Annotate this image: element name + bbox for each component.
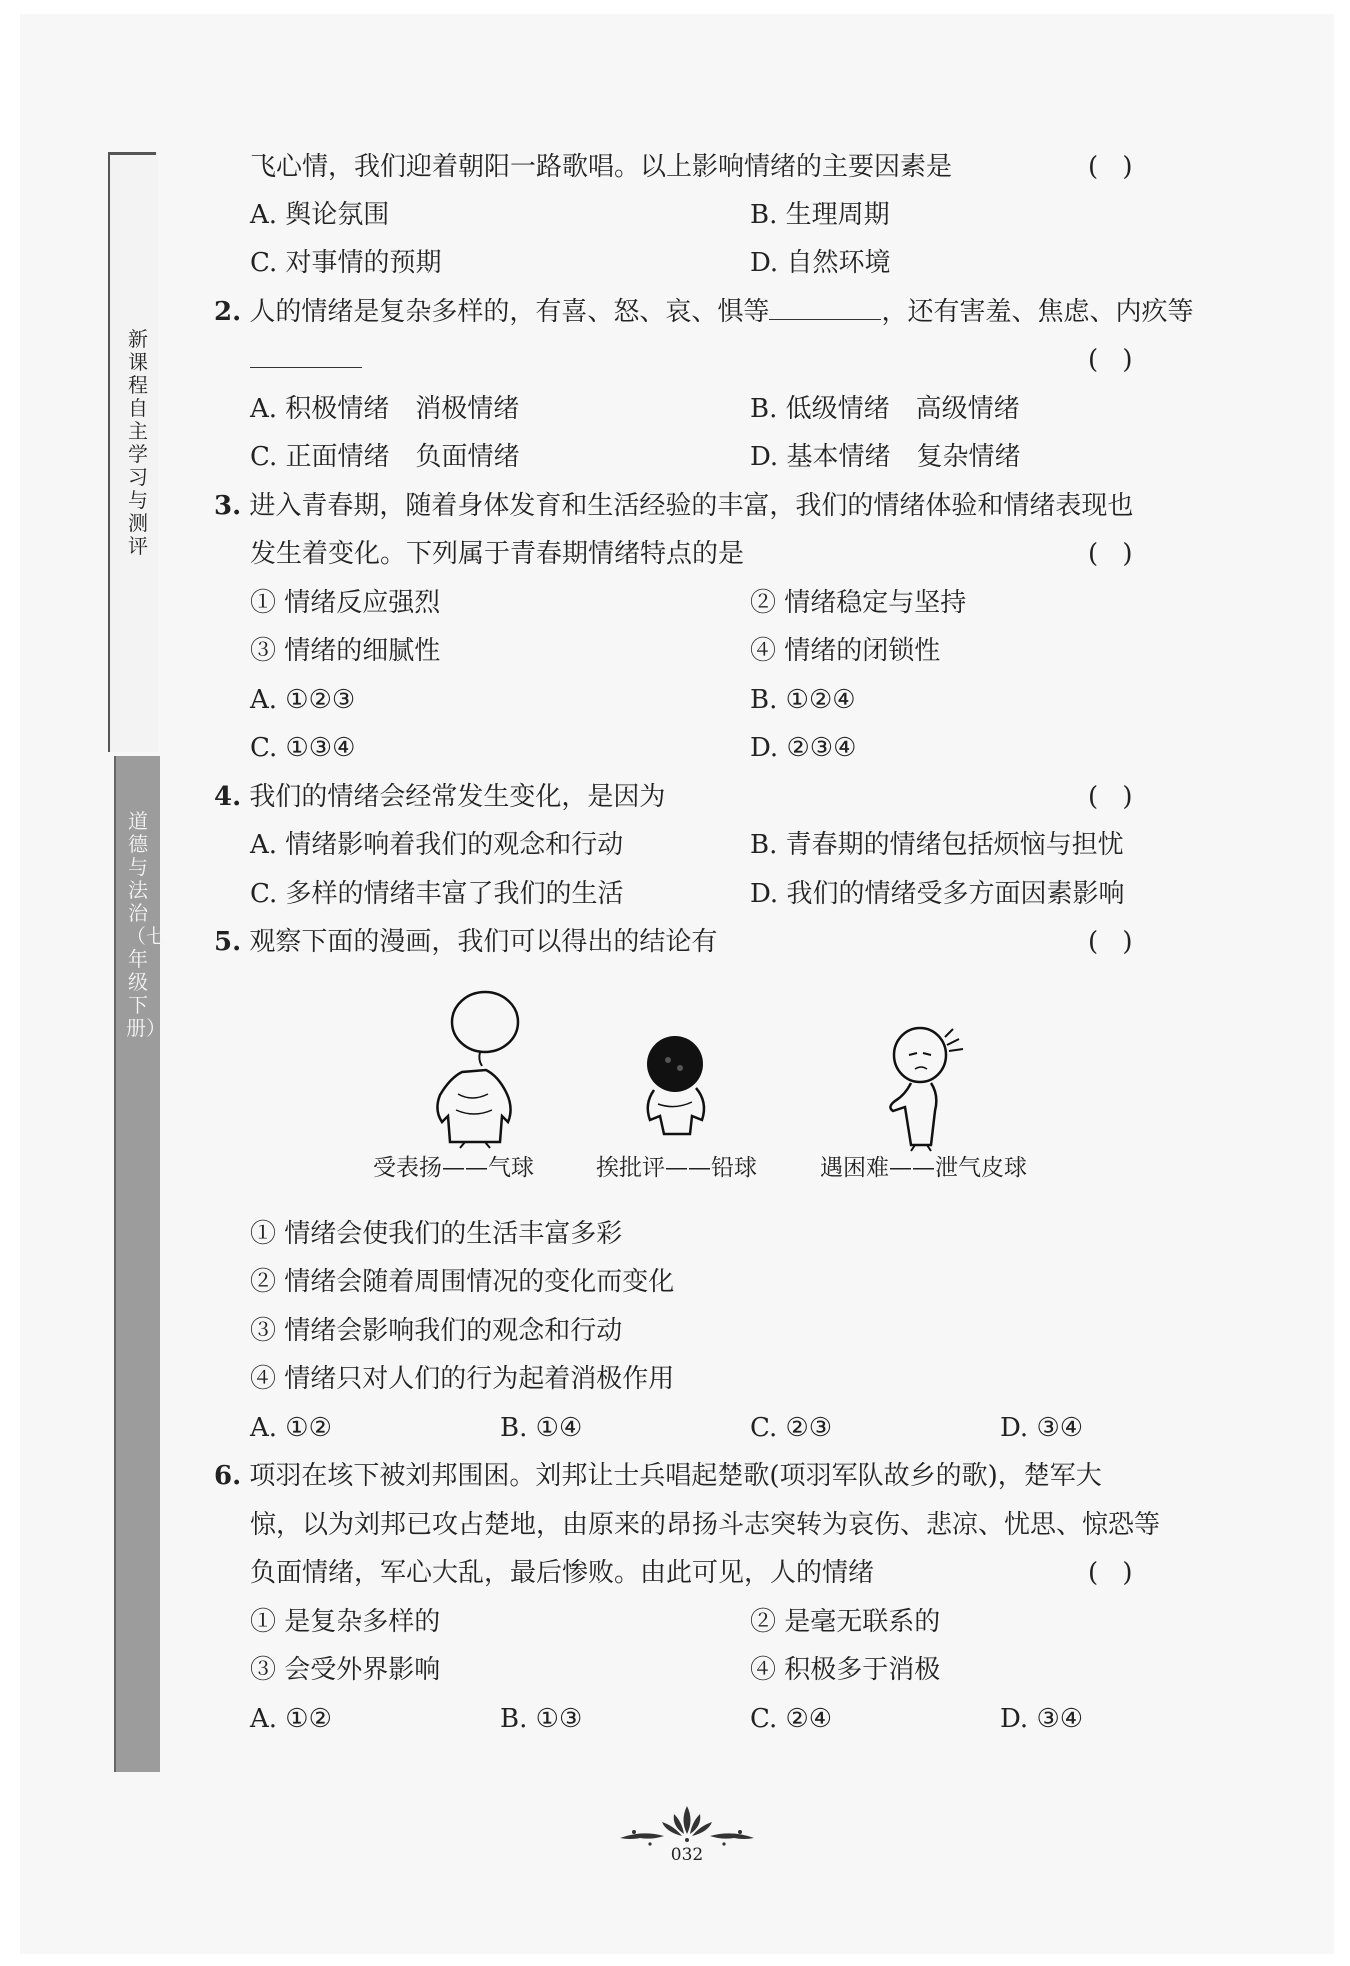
q5-item-1: ① 情绪会使我们的生活丰富多彩: [250, 1219, 623, 1249]
q3-answer-paren: ( ): [1088, 539, 1141, 569]
q2-blank-2: [250, 345, 362, 368]
q4-option-c: C. 多样的情绪丰富了我们的生活: [250, 879, 624, 909]
q6-item-1: ① 是复杂多样的: [250, 1607, 441, 1637]
q6-item-2: ② 是毫无联系的: [750, 1607, 941, 1637]
deflated-ball-cartoon: [875, 1015, 995, 1155]
q4-answer-paren: ( ): [1088, 782, 1141, 812]
q5-option-a: A. ①②: [250, 1413, 332, 1443]
q6-stem-text-1: 项羽在垓下被刘邦围困。刘邦让士兵唱起楚歌(项羽军队故乡的歌)，楚军大: [249, 1461, 1102, 1491]
q6-stem-2: 惊，以为刘邦已攻占楚地，由原来的昂扬斗志突转为哀伤、悲凉、忧思、惊恐等: [250, 1510, 1161, 1540]
q2-option-b: B. 低级情绪 高级情绪: [750, 394, 1020, 424]
q4-option-a: A. 情绪影响着我们的观念和行动: [250, 830, 624, 860]
series-title: 新课程自主学习与测评: [128, 327, 148, 558]
q5-item-3: ③ 情绪会影响我们的观念和行动: [250, 1316, 623, 1346]
q6-item-3: ③ 会受外界影响: [250, 1655, 441, 1685]
q3-item-2: ② 情绪稳定与坚持: [750, 588, 967, 618]
q2-option-d: D. 基本情绪 复杂情绪: [750, 442, 1021, 472]
q2-stem-b: ，还有害羞、焦虑、内疚等: [881, 297, 1194, 327]
q6-number: 6.: [214, 1461, 242, 1491]
q1-stem: 飞心情，我们迎着朝阳一路歌唱。以上影响情绪的主要因素是: [250, 152, 953, 182]
shot-put-cartoon: [630, 1030, 720, 1140]
q1-option-c: C. 对事情的预期: [250, 248, 442, 278]
q6-stem-1: [214, 1459, 1102, 1493]
q2-option-c: C. 正面情绪 负面情绪: [250, 442, 520, 472]
q3-item-4: ④ 情绪的闭锁性: [750, 636, 941, 666]
q4-stem-text: 我们的情绪会经常发生变化，是因为: [249, 782, 666, 812]
q2-number: 2.: [214, 297, 242, 327]
q4-option-b: B. 青春期的情绪包括烦恼与担忧: [750, 830, 1124, 860]
page-number: 032: [670, 1845, 704, 1865]
q5-item-2: ② 情绪会随着周围情况的变化而变化: [250, 1267, 675, 1297]
q3-option-b: B. ①②④: [750, 685, 856, 715]
q3-stem-1: [214, 489, 1133, 523]
q4-number: 4.: [214, 782, 242, 812]
q1-option-b: B. 生理周期: [750, 200, 890, 230]
q2-blank-1: [769, 297, 881, 320]
q3-item-3: ③ 情绪的细腻性: [250, 636, 441, 666]
q3-number: 3.: [214, 491, 242, 521]
q5-stem: [214, 925, 717, 959]
q6-stem-3: 负面情绪，军心大乱，最后惨败。由此可见，人的情绪: [250, 1558, 875, 1588]
caption-criticized: 挨批评——铅球: [596, 1155, 757, 1181]
q3-item-1: ① 情绪反应强烈: [250, 588, 441, 618]
q1-option-d: D. 自然环境: [750, 248, 891, 278]
q6-option-d: D. ③④: [1000, 1704, 1084, 1734]
q2-stem: [214, 295, 1193, 329]
q4-option-d: D. 我们的情绪受多方面因素影响: [750, 879, 1125, 909]
q2-option-a: A. 积极情绪 消极情绪: [250, 394, 520, 424]
q3-option-c: C. ①③④: [250, 733, 356, 763]
q2-answer-paren: ( ): [1088, 345, 1141, 375]
q3-option-d: D. ②③④: [750, 733, 857, 763]
q2-blank-line: [250, 343, 362, 377]
q6-option-b: B. ①③: [500, 1704, 583, 1734]
sidebar-upper-rule: [108, 152, 156, 155]
q6-answer-paren: ( ): [1088, 1558, 1141, 1588]
q6-option-c: C. ②④: [750, 1704, 833, 1734]
q5-option-c: C. ②③: [750, 1413, 833, 1443]
q3-stem-text-1: 进入青春期，随着身体发育和生活经验的丰富，我们的情绪体验和情绪表现也: [249, 491, 1134, 521]
caption-praised: 受表扬——气球: [373, 1155, 534, 1181]
q5-option-b: B. ①④: [500, 1413, 583, 1443]
q1-option-a: A. 舆论氛围: [250, 200, 390, 230]
q6-item-4: ④ 积极多于消极: [750, 1655, 941, 1685]
q3-option-a: A. ①②③: [250, 685, 356, 715]
q4-stem: [214, 780, 665, 814]
balloon-cartoon: [410, 990, 530, 1150]
q5-item-4: ④ 情绪只对人们的行为起着消极作用: [250, 1364, 675, 1394]
floral-ornament-icon: [612, 1800, 762, 1848]
q2-stem-a: 人的情绪是复杂多样的，有喜、怒、哀、惧等: [249, 297, 770, 327]
q5-stem-text: 观察下面的漫画，我们可以得出的结论有: [249, 927, 718, 957]
q5-number: 5.: [214, 927, 242, 957]
q3-stem-2: 发生着变化。下列属于青春期情绪特点的是: [250, 539, 745, 569]
q1-answer-paren: ( ): [1088, 152, 1141, 182]
q5-option-d: D. ③④: [1000, 1413, 1084, 1443]
book-title: 道德与法治（七年级下册）: [126, 809, 166, 1040]
q5-answer-paren: ( ): [1088, 927, 1141, 957]
q6-option-a: A. ①②: [250, 1704, 332, 1734]
caption-difficulty: 遇困难——泄气皮球: [820, 1155, 1027, 1181]
